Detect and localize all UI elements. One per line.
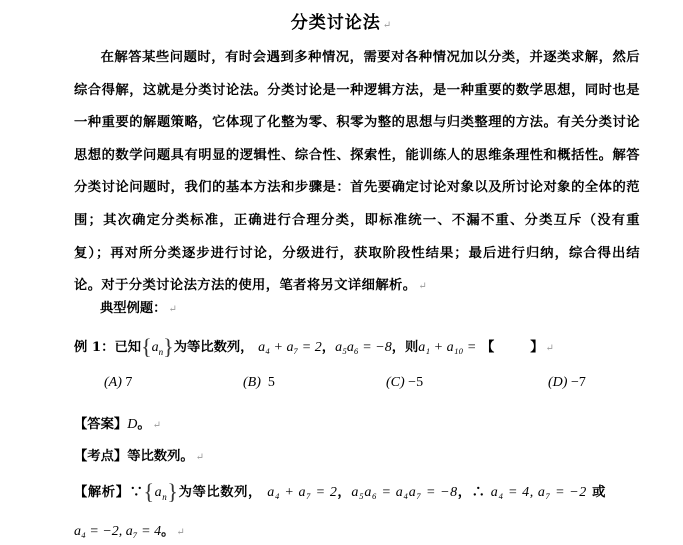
intro-paragraph: 在解答某些问题时，有时会遇到多种情况，需要对各种情况加以分类，并逐类求解，然后综合得解，这就是分类讨论法。分类讨论是一种逻辑方法，是一种重要的数学思想，同时也是一种重要的解题策略，它体现了化整为零、积零为整的思想与归类整理的方法。有关分类讨论思想的数学问题具有明显的逻辑性、综合性、探索性，能训练人的思维条理性和概括性。解答分类讨论问题时，我们的基本方法和步骤是：首先要确定讨论对象以及所讨论对象的全体的范围；其次确定分类标准，正确进行合理分类，即标准统一、不漏不重、分类互斥（没有重复）；再对所分类逐步进行讨论，分级进行，获取阶段性结果；最后进行归纳，综合得出结论。对于分类讨论法方法的使用，笔者将另文详细解析。 ↵ xyxy=(74,50,640,294)
paragraph-mark-icon: ↵ xyxy=(195,452,205,463)
topic-line: 【考点】等比数列。 ↵ xyxy=(74,449,205,464)
paragraph-mark-icon: ↵ xyxy=(176,527,185,538)
condition-sum: a₄ + a₇ = 2 xyxy=(258,340,322,355)
paragraph-mark-icon: ↵ xyxy=(382,20,393,31)
analysis-line: 【解析】$\because\{a_n\}$为等比数列， a₄ + a₇ = 2，a₅a₆ = a₄a₇ = −8，∴ a₄ = 4, a₇ = −2 或 xyxy=(74,479,607,504)
option-b: (B) 5 xyxy=(243,375,275,390)
section-label: 典型例题： ↵ xyxy=(100,301,177,316)
paragraph-mark-icon: ↵ xyxy=(152,420,161,431)
paragraph-mark-icon: ↵ xyxy=(545,343,554,354)
option-d: (D) −7 xyxy=(548,375,586,390)
option-a: (A) 7 xyxy=(104,375,133,390)
target-expression: a₁ + a₁₀ = xyxy=(418,340,477,355)
example-1-question: 例 1：已知$\{a_n\}$为等比数列， a₄ + a₇ = 2，a₅a₆ = −8，则a₁ + a₁₀ = 【 】 ↵ xyxy=(74,334,554,359)
paragraph-mark-icon: ↵ xyxy=(168,304,177,315)
option-c: (C) −5 xyxy=(386,375,424,390)
analysis-line-2: a₄ = −2, a₇ = 4。 ↵ xyxy=(74,524,185,539)
paragraph-mark-icon: ↵ xyxy=(418,281,428,293)
condition-product: a₅a₆ = −8 xyxy=(335,340,392,355)
document-title: 分类讨论法 ↵ xyxy=(290,13,393,33)
answer-line: 【答案】D。 ↵ xyxy=(74,417,161,432)
